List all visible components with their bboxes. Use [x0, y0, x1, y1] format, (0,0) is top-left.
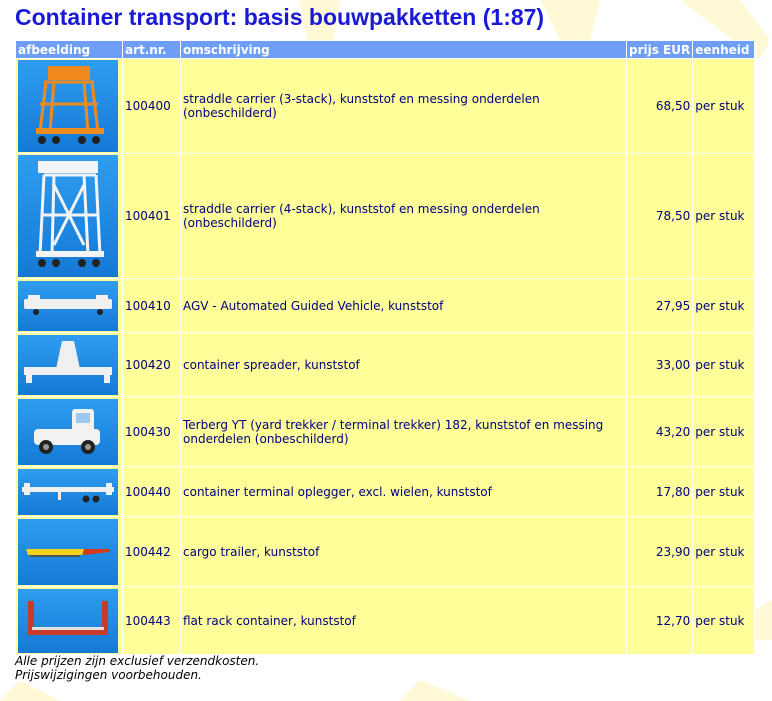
product-description: straddle carrier (3-stack), kunststof en messing onderdelen (onbeschilderd) [181, 59, 627, 154]
article-number: 100430 [123, 397, 181, 467]
product-price: 17,80 [627, 467, 693, 517]
product-unit: per stuk [693, 154, 755, 279]
cargo-trailer-icon[interactable] [18, 519, 118, 585]
page-title: Container transport: basis bouwpakketten (1:87) [15, 4, 545, 30]
product-image-cell [16, 587, 123, 655]
straddle-carrier-orange-icon[interactable] [18, 60, 118, 152]
product-price: 68,50 [627, 59, 693, 154]
product-description: cargo trailer, kunststof [181, 517, 627, 587]
product-description: flat rack container, kunststof [181, 587, 627, 655]
article-number: 100443 [123, 587, 181, 655]
column-header-price: prijs EUR [627, 41, 693, 59]
product-description: container spreader, kunststof [181, 333, 627, 397]
table-row [16, 279, 755, 333]
table-row [16, 587, 755, 655]
product-unit: per stuk [693, 59, 755, 154]
table-header-row [16, 41, 755, 59]
note-price-changes: Prijswijzigingen voorbehouden. [15, 668, 202, 682]
agv-icon[interactable] [18, 281, 118, 331]
product-price: 43,20 [627, 397, 693, 467]
product-image-cell [16, 333, 123, 397]
product-image-cell [16, 517, 123, 587]
article-number: 100401 [123, 154, 181, 279]
product-price: 78,50 [627, 154, 693, 279]
product-unit: per stuk [693, 333, 755, 397]
table-row [16, 517, 755, 587]
product-price: 23,90 [627, 517, 693, 587]
table-row [16, 59, 755, 154]
article-number: 100440 [123, 467, 181, 517]
product-image-cell [16, 467, 123, 517]
flat-rack-icon[interactable] [18, 589, 118, 653]
table-row [16, 397, 755, 467]
product-price: 12,70 [627, 587, 693, 655]
trailer-chassis-icon[interactable] [18, 469, 118, 515]
terminal-tractor-icon[interactable] [18, 399, 118, 465]
product-unit: per stuk [693, 397, 755, 467]
product-unit: per stuk [693, 279, 755, 333]
product-description: Terberg YT (yard trekker / terminal trekker) 182, kunststof en messing onderdelen (onbeschilderd) [181, 397, 627, 467]
table-row [16, 154, 755, 279]
column-header-image: afbeelding [16, 41, 123, 59]
table-row [16, 467, 755, 517]
product-unit: per stuk [693, 587, 755, 655]
spreader-icon[interactable] [18, 335, 118, 395]
article-number: 100420 [123, 333, 181, 397]
product-description: straddle carrier (4-stack), kunststof en messing onderdelen (onbeschilderd) [181, 154, 627, 279]
product-image-cell [16, 59, 123, 154]
table-row [16, 333, 755, 397]
product-image-cell [16, 279, 123, 333]
straddle-carrier-white-icon[interactable] [18, 155, 118, 277]
product-table [15, 40, 755, 655]
column-header-article: art.nr. [123, 41, 181, 59]
product-price: 33,00 [627, 333, 693, 397]
article-number: 100400 [123, 59, 181, 154]
article-number: 100410 [123, 279, 181, 333]
product-image-cell [16, 397, 123, 467]
product-description: container terminal oplegger, excl. wielen, kunststof [181, 467, 627, 517]
footer-notes [15, 654, 259, 682]
product-unit: per stuk [693, 467, 755, 517]
product-image-cell [16, 154, 123, 279]
product-price: 27,95 [627, 279, 693, 333]
product-unit: per stuk [693, 517, 755, 587]
product-description: AGV - Automated Guided Vehicle, kunststof [181, 279, 627, 333]
note-shipping: Alle prijzen zijn exclusief verzendkosten. [15, 654, 260, 668]
column-header-unit: eenheid [693, 41, 755, 59]
article-number: 100442 [123, 517, 181, 587]
column-header-description: omschrijving [181, 41, 627, 59]
